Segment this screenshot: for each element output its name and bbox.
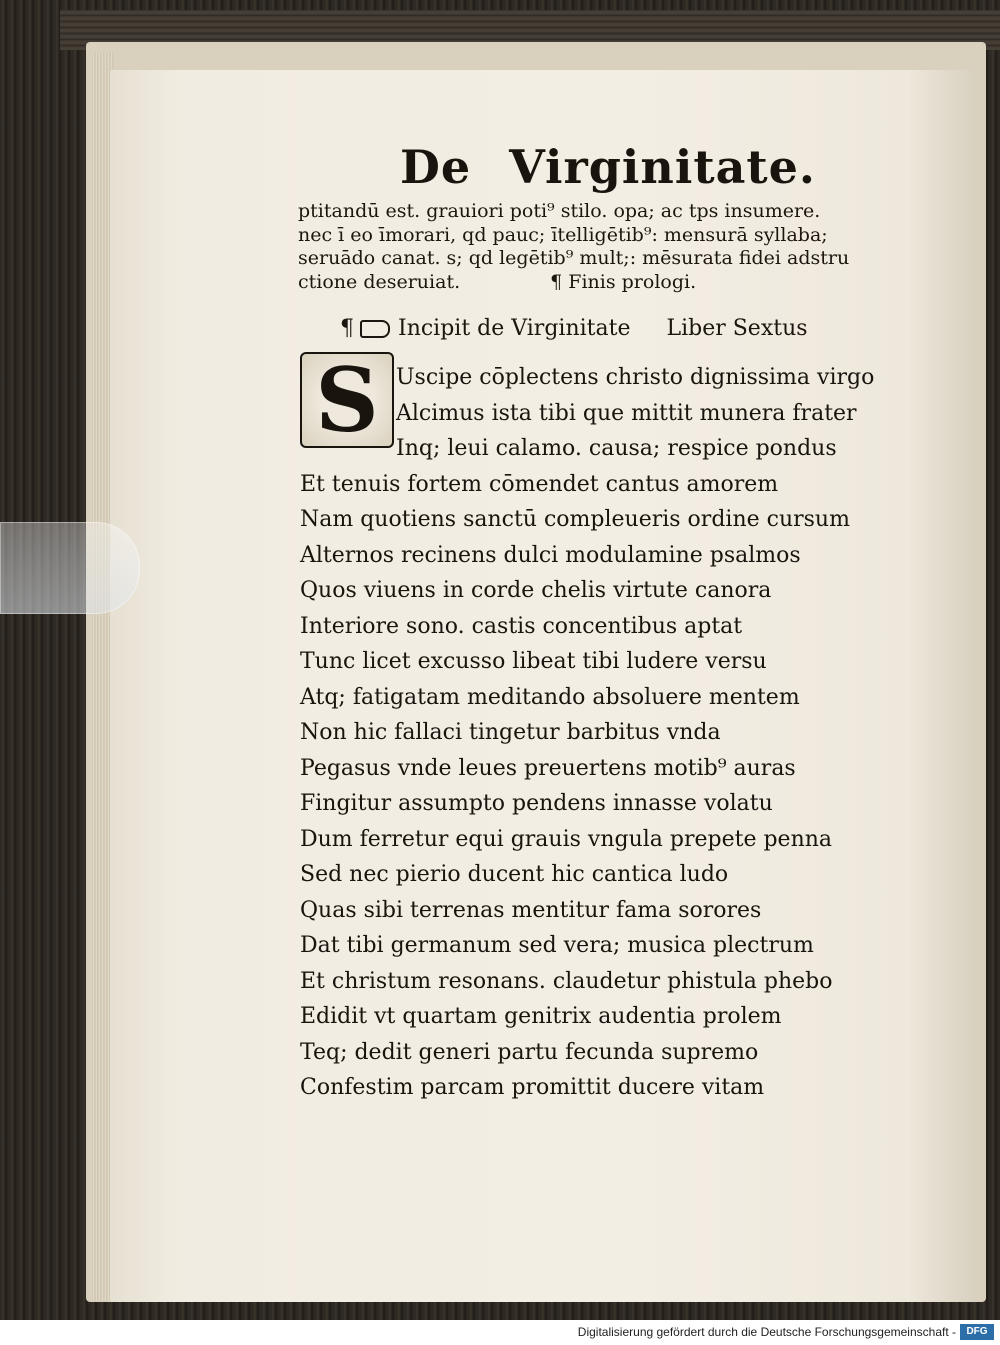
verse-line: Tunc licet excusso libeat tibi ludere versu — [300, 649, 767, 674]
verse-line: Dum ferretur equi grauis vngula prepete penna — [300, 826, 833, 852]
prose-line-final — [298, 271, 838, 295]
verse-line: Sed nec pierio ducent hic cantica ludo — [300, 862, 729, 887]
verse-line: Pegasus vnde leues preuertens motib⁹ auras — [300, 755, 796, 781]
running-head-word2: Virginitate. — [509, 140, 816, 194]
verse-line: Non hic fallaci tingetur barbitus vnda — [300, 720, 721, 745]
verse-line: Atq; fatigatam meditando absoluere mentem — [300, 684, 800, 710]
prose-line: seruādo canat. s; qd legētib⁹ mult;: mēsurata fidei adstru — [298, 247, 850, 269]
verse-line: Et christum resonans. claudetur phistula phebo — [300, 968, 833, 994]
plastic-page-holder — [0, 522, 140, 614]
verse-line: Quas sibi terrenas mentitur fama sorores — [300, 897, 762, 923]
incipit-line — [340, 316, 840, 341]
prose-line: ptitandū est. grauiori poti⁹ stilo. opa; ac tps insumere. — [298, 200, 821, 222]
liber-label: Liber Sextus — [666, 316, 808, 341]
finis-pilcrow: ¶ — [550, 270, 563, 293]
footer-bar — [0, 1320, 1000, 1345]
verse-line: Nam quotiens sanctū compleueris ordine cursum — [300, 507, 850, 532]
prologue-text — [298, 200, 850, 294]
verse-line: Dat tibi germanum sed vera; musica plectrum — [300, 933, 814, 958]
verse-line: Interiore sono. castis concentibus aptat — [300, 613, 743, 639]
funding-notice: Digitalisierung gefördert durch die Deutsche Forschungsgemeinschaft - — [577, 1325, 956, 1339]
pointing-hand-icon — [360, 320, 390, 338]
verse-block — [300, 360, 875, 1106]
dfg-logo: DFG — [960, 1324, 994, 1340]
verse-line: Et tenuis fortem cōmendet cantus amorem — [300, 471, 779, 497]
verse-line: Uscipe cōplectens christo dignissima virgo — [396, 365, 875, 390]
incipit-title: Incipit de Virginitate — [398, 316, 631, 341]
verse-line: Inq; leui calamo. causa; respice pondus — [396, 436, 837, 461]
verse-line: Fingitur assumpto pendens innasse volatu — [300, 791, 773, 816]
running-head-word1: De — [400, 140, 472, 194]
decorated-initial: S — [300, 352, 394, 448]
prose-line: ctione deseruiat. — [298, 270, 461, 293]
verse-line: Teq; dedit generi partu fecunda supremo — [300, 1039, 759, 1065]
finis-prologi: Finis prologi. — [568, 270, 697, 293]
verse-line: Quos viuens in corde chelis virtute canora — [300, 578, 772, 603]
verse-line: Confestim parcam promittit ducere vitam — [300, 1075, 765, 1100]
verse-line: Edidit vt quartam genitrix audentia prolem — [300, 1004, 782, 1029]
running-head — [400, 140, 816, 200]
verse-line: Alcimus ista tibi que mittit munera frater — [396, 400, 857, 426]
prose-line: nec ī eo īmorari, qd pauc; ītelligētib⁹: mensurā syllaba; — [298, 223, 828, 246]
incipit-pilcrow: ¶ — [340, 316, 354, 341]
verse-line: Alternos recinens dulci modulamine psalmos — [300, 542, 801, 568]
